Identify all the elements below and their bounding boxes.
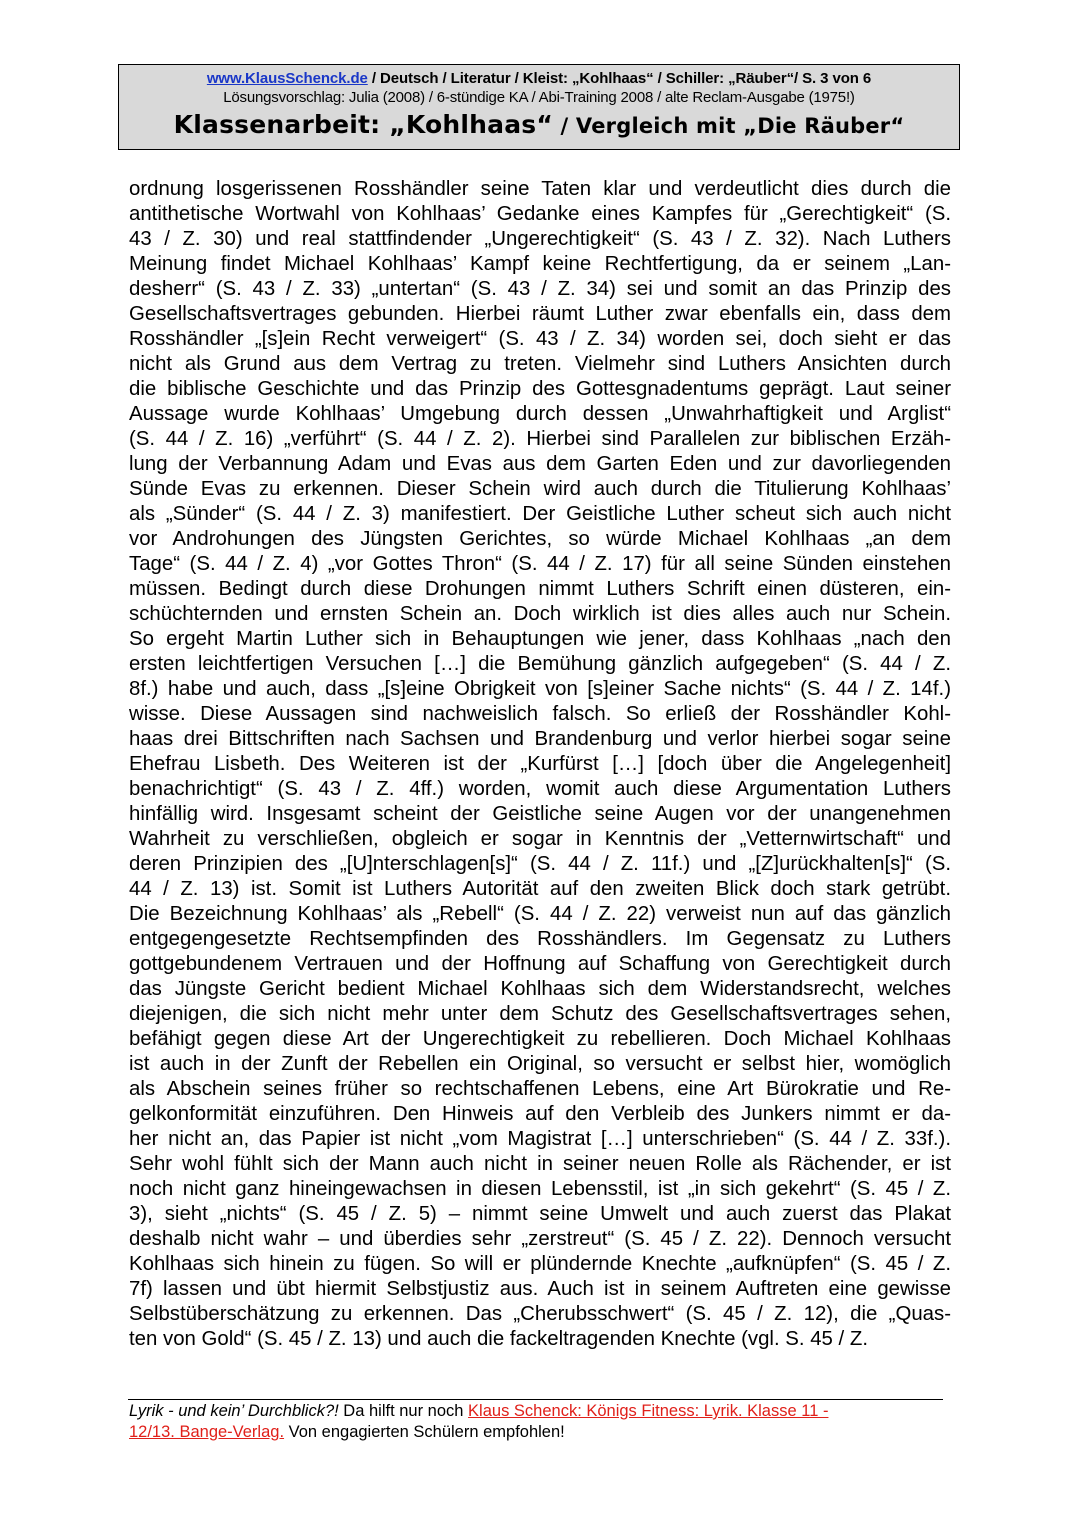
body-line: Tage“ (S. 44 / Z. 4) „vor Gottes Thron“ (S. 44 / Z. 17) für all seine Sünden einstehen xyxy=(129,553,951,575)
body-line: desherr“ (S. 43 / Z. 33) „untertan“ (S. 43 / Z. 34) sei und somit an das Prinzip des xyxy=(129,278,951,300)
body-line: ten von Gold“ (S. 45 / Z. 13) und auch die fackeltragenden Knechte (vgl. S. 45 / Z. xyxy=(129,1328,869,1350)
body-line: deren Prinzipien des „[U]nterschlagen[s]“ (S. 44 / Z. 11f.) und „[Z]urückhalten[s]“ (S. xyxy=(129,853,951,875)
book-link-part2[interactable]: 12/13. Bange-Verlag. xyxy=(129,1423,285,1441)
body-line: ordnung losgerissenen Rosshändler seine Taten klar und verdeutlicht dies durch die xyxy=(129,178,951,200)
body-line: Wahrheit zu verschließen, obgleich er sogar in Kenntnis der „Vetternwirtschaft“ und xyxy=(129,828,951,850)
body-line: Selbstüberschätzung zu erkennen. Das „Cherubsschwert“ (S. 45 / Z. 12), die „Quas- xyxy=(129,1303,951,1325)
body-line: Sünde Evas zu erkennen. Dieser Schein wird auch durch die Titulierung Kohlhaas’ xyxy=(129,478,951,500)
body-line: Rosshändler „[s]ein Recht verweigert“ (S. 43 / Z. 34) worden sei, doch sieht er das xyxy=(129,328,951,350)
body-line: diejenigen, die sich nicht mehr unter dem Schutz des Gesellschaftsvertrages sehen, xyxy=(129,1003,951,1025)
body-line: entgegengesetzte Rechtsempfinden des Rosshändlers. Im Gegensatz zu Luthers xyxy=(129,928,951,950)
body-line: als „Sünder“ (S. 44 / Z. 3) manifestiert. Der Geistliche Luther scheut sich auch nicht xyxy=(129,503,951,525)
book-link-part1[interactable]: Klaus Schenck: Königs Fitness: Lyrik. Klasse 11 - xyxy=(468,1402,829,1420)
body-line: 43 / Z. 30) und real stattfindender „Ungerechtigkeit“ (S. 43 / Z. 32). Nach Luthers xyxy=(129,228,951,250)
header-subtitle: Lösungsvorschlag: Julia (2008) / 6-stündige KA / Abi-Training 2008 / alte Reclam-Ausgabe (1975!) xyxy=(223,89,855,106)
body-line: Meinung findet Michael Kohlhaas’ Kampf keine Rechtfertigung, da er seinem „Lan- xyxy=(129,253,951,275)
body-line: her nicht an, das Papier ist nicht „vom Magistrat […] unterschrieben“ (S. 44 / Z. 33f.). xyxy=(129,1128,951,1150)
body-line: gelkonformität einzuführen. Den Hinweis auf den Verbleib des Junkers nimmt er da- xyxy=(129,1103,951,1125)
body-line: nicht als Grund aus dem Vertrag zu treten. Vielmehr sind Luthers Ansichten durch xyxy=(129,353,951,375)
body-line: müssen. Bedingt durch diese Drohungen nimmt Luthers Schrift einen düsteren, ein- xyxy=(129,578,951,600)
body-line: antithetische Wortwahl von Kohlhaas’ Gedanke eines Kampfes für „Gerechtigkeit“ (S. xyxy=(129,203,951,225)
body-line: deshalb nicht wahr – und überdies sehr „zerstreut“ (S. 45 / Z. 22). Dennoch versucht xyxy=(129,1228,951,1250)
page-header xyxy=(118,64,960,150)
header-breadcrumb xyxy=(119,70,959,87)
page-title-sub: / Vergleich mit „Die Räuber“ xyxy=(553,114,905,138)
body-line: lung der Verbannung Adam und Evas aus dem Garten Eden und zur davorliegenden xyxy=(129,453,951,475)
footer-lead-plain: Da hilft nur noch xyxy=(338,1402,469,1420)
body-line: Gesellschaftsvertrages gebunden. Hierbei räumt Luther zwar ebenfalls ein, dass dem xyxy=(129,303,951,325)
site-link[interactable]: www.KlausSchenck.de xyxy=(206,70,368,87)
body-line: das Jüngste Gericht bedient Michael Kohlhaas sich dem Widerstandsrecht, welches xyxy=(129,978,951,1000)
body-line: Die Bezeichnung Kohlhaas’ als „Rebell“ (S. 44 / Z. 22) verweist nun auf das gänzlich xyxy=(129,903,951,925)
body-line: ist auch in der Zunft der Rebellen ein Original, so versucht er selbst hier, womöglich xyxy=(129,1053,951,1075)
body-line: Kohlhaas sich hinein zu fügen. So will er plündernde Knechte „aufknüpfen“ (S. 45 / Z. xyxy=(129,1253,951,1275)
body-line: als Abschein seines früher so rechtschaffenen Lebens, eine Art Bürokratie und Re- xyxy=(129,1078,951,1100)
footer-lead: Lyrik - und kein’ Durchblick?! xyxy=(129,1402,339,1420)
body-line: vor Androhungen des Jüngsten Gerichtes, so würde Michael Kohlhaas „an dem xyxy=(129,528,951,550)
body-line: (S. 44 / Z. 16) „verführt“ (S. 44 / Z. 2). Hierbei sind Parallelen zur biblischen Erzäh- xyxy=(129,428,951,450)
page-footer xyxy=(129,1401,949,1443)
breadcrumb-rest: / Deutsch / Literatur / Kleist: „Kohlhaas“ / Schiller: „Räuber“/ S. 3 von 6 xyxy=(367,70,872,87)
body-line: So ergeht Martin Luther sich in Behauptungen wie jener, dass Kohlhaas „nach den xyxy=(129,628,951,650)
body-line: gottgebundenem Vertrauen und der Hoffnung auf Schaffung von Gerechtigkeit durch xyxy=(129,953,951,975)
footer-line-1 xyxy=(129,1401,949,1422)
body-line: hinfällig wird. Insgesamt scheint der Geistliche seine Augen vor der unangenehmen xyxy=(129,803,951,825)
body-line: wisse. Diese Aussagen sind nachweislich falsch. So erließ der Rosshändler Kohl- xyxy=(129,703,951,725)
body-line: ersten leichtfertigen Versuchen […] die Bemühung gänzlich aufgegeben“ (S. 44 / Z. xyxy=(129,653,951,675)
body-line: 3), sieht „nichts“ (S. 45 / Z. 5) – nimmt seine Umwelt und auch zuerst das Plakat xyxy=(129,1203,951,1225)
body-line: noch nicht ganz hineingewachsen in diesen Lebensstil, ist „in sich gekehrt“ (S. 45 / Z. xyxy=(129,1178,951,1200)
body-line: Aussage wurde Kohlhaas’ Umgebung durch dessen „Unwahrhaftigkeit und Arglist“ xyxy=(129,403,951,425)
body-line: 7f) lassen und übt hiermit Selbstjustiz aus. Auch ist in seinem Auftreten eine gewisse xyxy=(129,1278,951,1300)
page-title xyxy=(119,110,959,139)
body-line: Ehefrau Lisbeth. Des Weiteren ist der „Kurfürst […] [doch über die Angelegenheit] xyxy=(129,753,951,775)
body-line: 44 / Z. 13) ist. Somit ist Luthers Autorität auf den zweiten Blick doch stark getrübt. xyxy=(129,878,951,900)
body-line: schüchternden und ernsten Schein an. Doch wirklich ist dies alles auch nur Schein. xyxy=(129,603,951,625)
page-title-main: Klassenarbeit: „Kohlhaas“ xyxy=(173,110,554,139)
body-line: befähigt gegen diese Art der Ungerechtigkeit zu rebellieren. Doch Michael Kohlhaas xyxy=(129,1028,951,1050)
body-line: benachrichtigt“ (S. 43 / Z. 4ff.) worden, womit auch diese Argumentation Luthers xyxy=(129,778,951,800)
body-line: Sehr wohl fühlt sich der Mann auch nicht in seiner neuen Rolle als Rächender, er ist xyxy=(129,1153,951,1175)
body-line: die biblische Geschichte und das Prinzip des Gottesgnadentums geprägt. Laut seiner xyxy=(129,378,951,400)
essay-body xyxy=(129,177,951,1352)
footer-line-2 xyxy=(129,1422,949,1443)
body-line: 8f.) habe und auch, dass „[s]eine Obrigkeit von [s]einer Sache nichts“ (S. 44 / Z. 14f.) xyxy=(129,678,951,700)
body-line: haas drei Bittschriften nach Sachsen und Brandenburg und verlor hierbei sogar seine xyxy=(129,728,951,750)
footer-tail: Von engagierten Schülern empfohlen! xyxy=(284,1423,565,1441)
footer-divider xyxy=(128,1399,943,1400)
